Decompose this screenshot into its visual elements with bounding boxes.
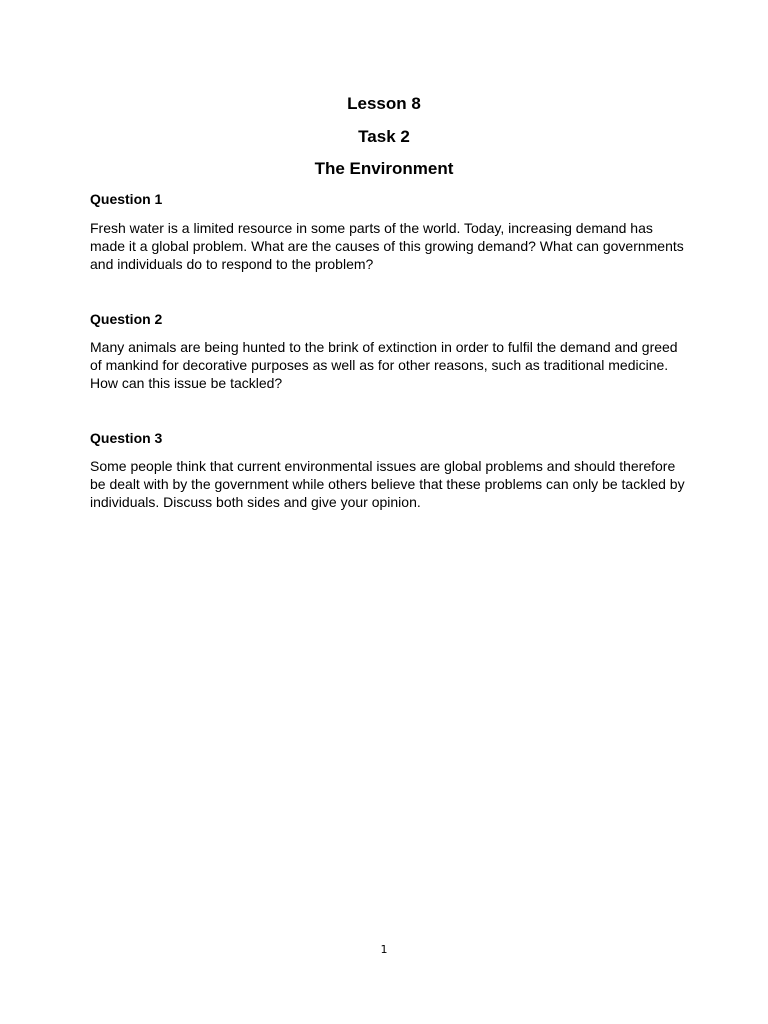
question-2-heading: Question 2	[90, 311, 163, 327]
question-3-text: Some people think that current environmental issues are global problems and should therefore be dealt with by the government while others believe that these problems can only be tackled by individuals. Discuss both sides and give your opinion.	[90, 458, 685, 510]
question-1-heading: Question 1	[90, 191, 163, 207]
question-3-heading: Question 3	[90, 430, 163, 446]
question-1-text: Fresh water is a limited resource in some parts of the world. Today, increasing demand has made it a global problem. What are the causes of this growing demand? What can governments and individuals do to respond to the problem?	[90, 220, 684, 272]
lesson-title: Lesson 8	[347, 94, 421, 113]
page-number: 1	[380, 943, 388, 956]
task-title: Task 2	[358, 127, 410, 146]
topic-title: The Environment	[314, 159, 454, 178]
question-2-text: Many animals are being hunted to the brink of extinction in order to fulfil the demand and greed of mankind for decorative purposes as well as for other reasons, such as traditional medicine. How can this issue be tackled?	[90, 339, 678, 391]
